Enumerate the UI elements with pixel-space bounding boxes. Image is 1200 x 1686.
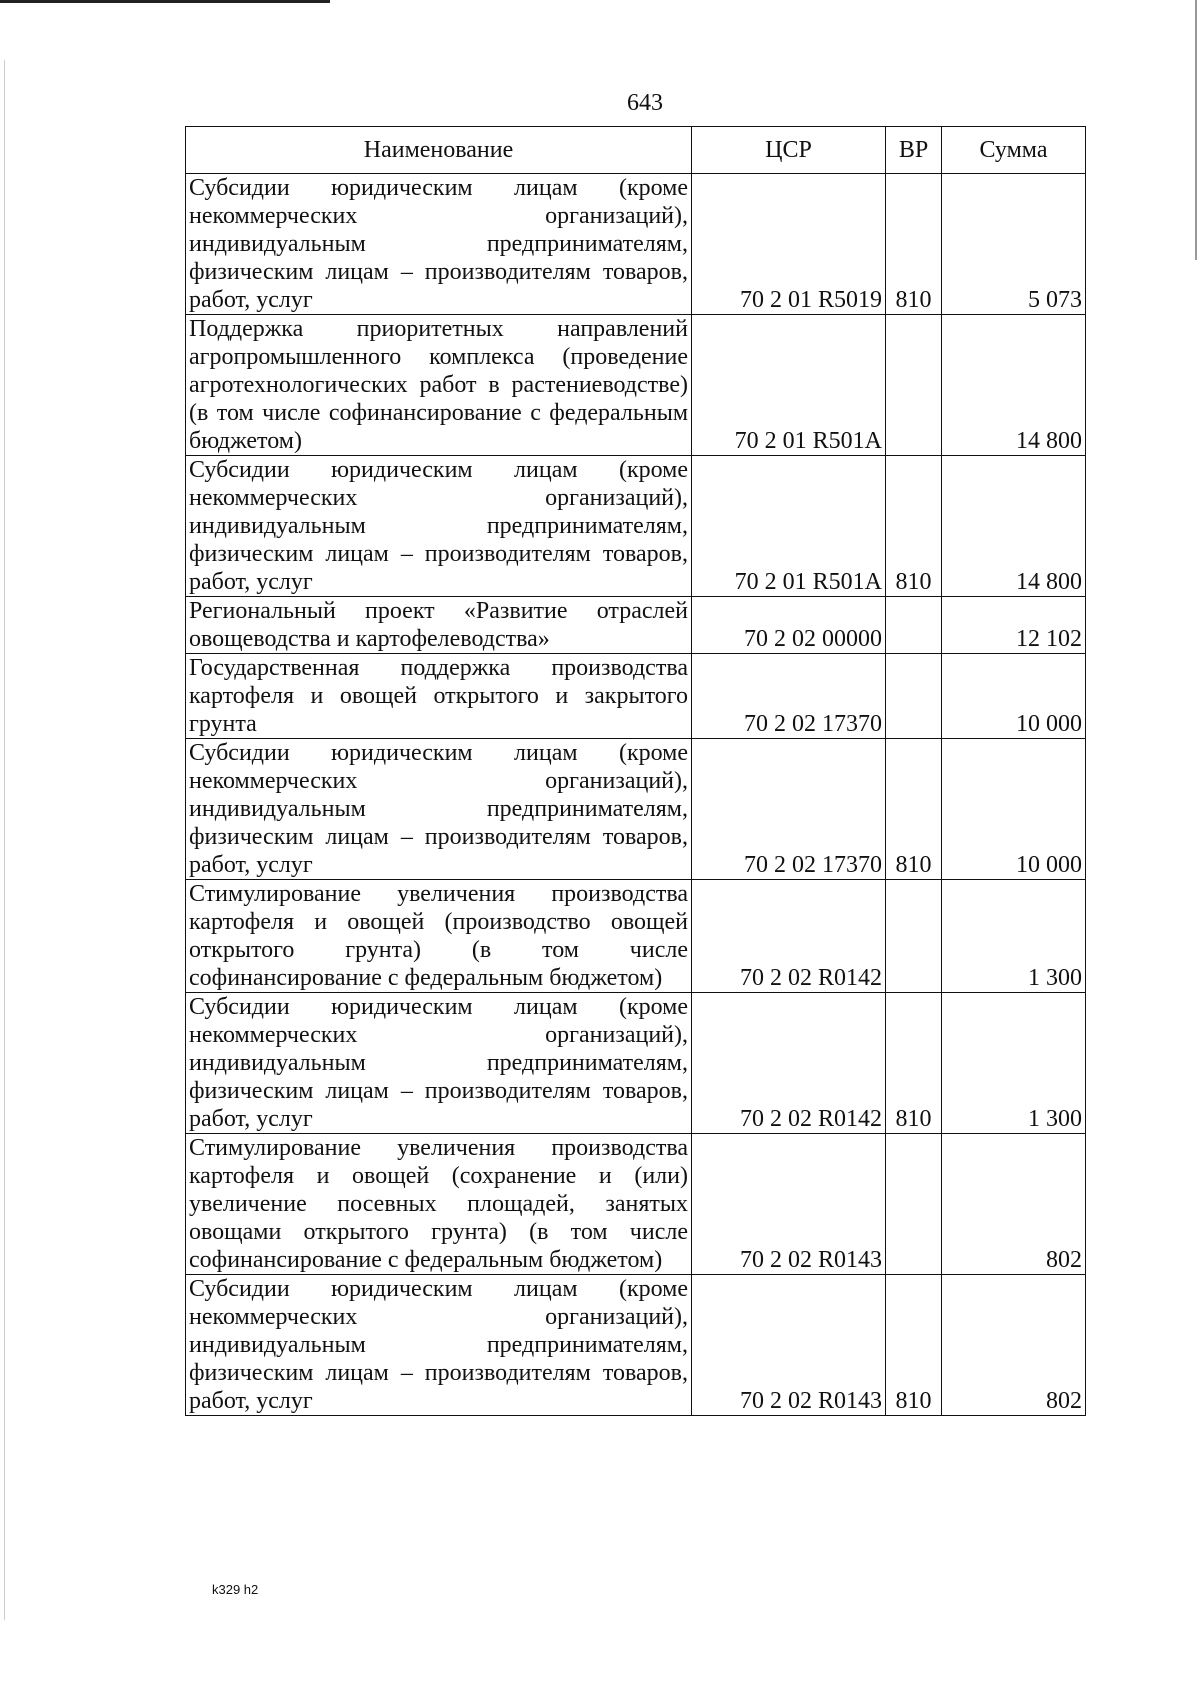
row-name: Государственная поддержка производства картофеля и овощей открытого и закрытого грунта [186,654,692,739]
row-name: Субсидии юридическим лицам (кроме некоммерческих организаций), индивидуальным предпринимателям, физическим лицам – производителям товаров, работ, услуг [186,993,692,1134]
row-sum: 5 073 [942,174,1086,315]
row-sum: 1 300 [942,880,1086,993]
page-number: 643 [627,90,663,116]
row-csr: 70 2 01 R501A [692,315,886,456]
row-sum: 802 [942,1134,1086,1275]
table-row [186,880,1086,993]
row-vr: 810 [886,739,942,880]
row-vr: 810 [886,993,942,1134]
header-name: Наименование [186,127,692,174]
row-name: Субсидии юридическим лицам (кроме некоммерческих организаций), индивидуальным предпринимателям, физическим лицам – производителям товаров, работ, услуг [186,456,692,597]
table-row [186,315,1086,456]
row-name: Стимулирование увеличения производства картофеля и овощей (сохранение и (или) увеличение посевных площадей, занятых овощами открытого грунта) (в том числе софинансирование с федеральным бюджетом) [186,1134,692,1275]
row-vr [886,597,942,654]
table-row [186,456,1086,597]
table-row [186,1134,1086,1275]
table-row [186,1275,1086,1416]
header-csr: ЦСР [692,127,886,174]
row-csr: 70 2 02 R0143 [692,1275,886,1416]
scan-edge-right [1195,0,1197,260]
row-csr: 70 2 01 R501A [692,456,886,597]
row-csr: 70 2 02 00000 [692,597,886,654]
row-name: Стимулирование увеличения производства картофеля и овощей (производство овощей открытого грунта) (в том числе софинансирование с федеральным бюджетом) [186,880,692,993]
row-vr [886,315,942,456]
table-header-row [186,127,1086,174]
scan-edge-left [4,60,5,1620]
row-name: Субсидии юридическим лицам (кроме некоммерческих организаций), индивидуальным предпринимателям, физическим лицам – производителям товаров, работ, услуг [186,739,692,880]
row-sum: 802 [942,1275,1086,1416]
row-vr [886,880,942,993]
row-vr: 810 [886,1275,942,1416]
row-csr: 70 2 02 R0142 [692,880,886,993]
budget-table [185,126,1086,1416]
table-row [186,597,1086,654]
row-csr: 70 2 02 17370 [692,654,886,739]
row-sum: 10 000 [942,654,1086,739]
row-sum: 1 300 [942,993,1086,1134]
row-name: Субсидии юридическим лицам (кроме некоммерческих организаций), индивидуальным предпринимателям, физическим лицам – производителям товаров, работ, услуг [186,1275,692,1416]
row-name: Субсидии юридическим лицам (кроме некоммерческих организаций), индивидуальным предпринимателям, физическим лицам – производителям товаров, работ, услуг [186,174,692,315]
scan-edge-line [0,0,330,3]
row-csr: 70 2 02 R0143 [692,1134,886,1275]
document-code: k329 h2 [212,1582,259,1597]
row-sum: 14 800 [942,315,1086,456]
row-vr: 810 [886,456,942,597]
row-vr [886,654,942,739]
row-name: Поддержка приоритетных направлений агропромышленного комплекса (проведение агротехнологических работ в растениеводстве) (в том числе софинансирование с федеральным бюджетом) [186,315,692,456]
row-csr: 70 2 01 R5019 [692,174,886,315]
row-sum: 12 102 [942,597,1086,654]
header-vr: ВР [886,127,942,174]
row-sum: 10 000 [942,739,1086,880]
table-row [186,993,1086,1134]
header-sum: Сумма [942,127,1086,174]
row-sum: 14 800 [942,456,1086,597]
row-name: Региональный проект «Развитие отраслей овощеводства и картофелеводства» [186,597,692,654]
row-csr: 70 2 02 R0142 [692,993,886,1134]
row-csr: 70 2 02 17370 [692,739,886,880]
row-vr: 810 [886,174,942,315]
table-row [186,174,1086,315]
row-vr [886,1134,942,1275]
table-row [186,654,1086,739]
table-row [186,739,1086,880]
